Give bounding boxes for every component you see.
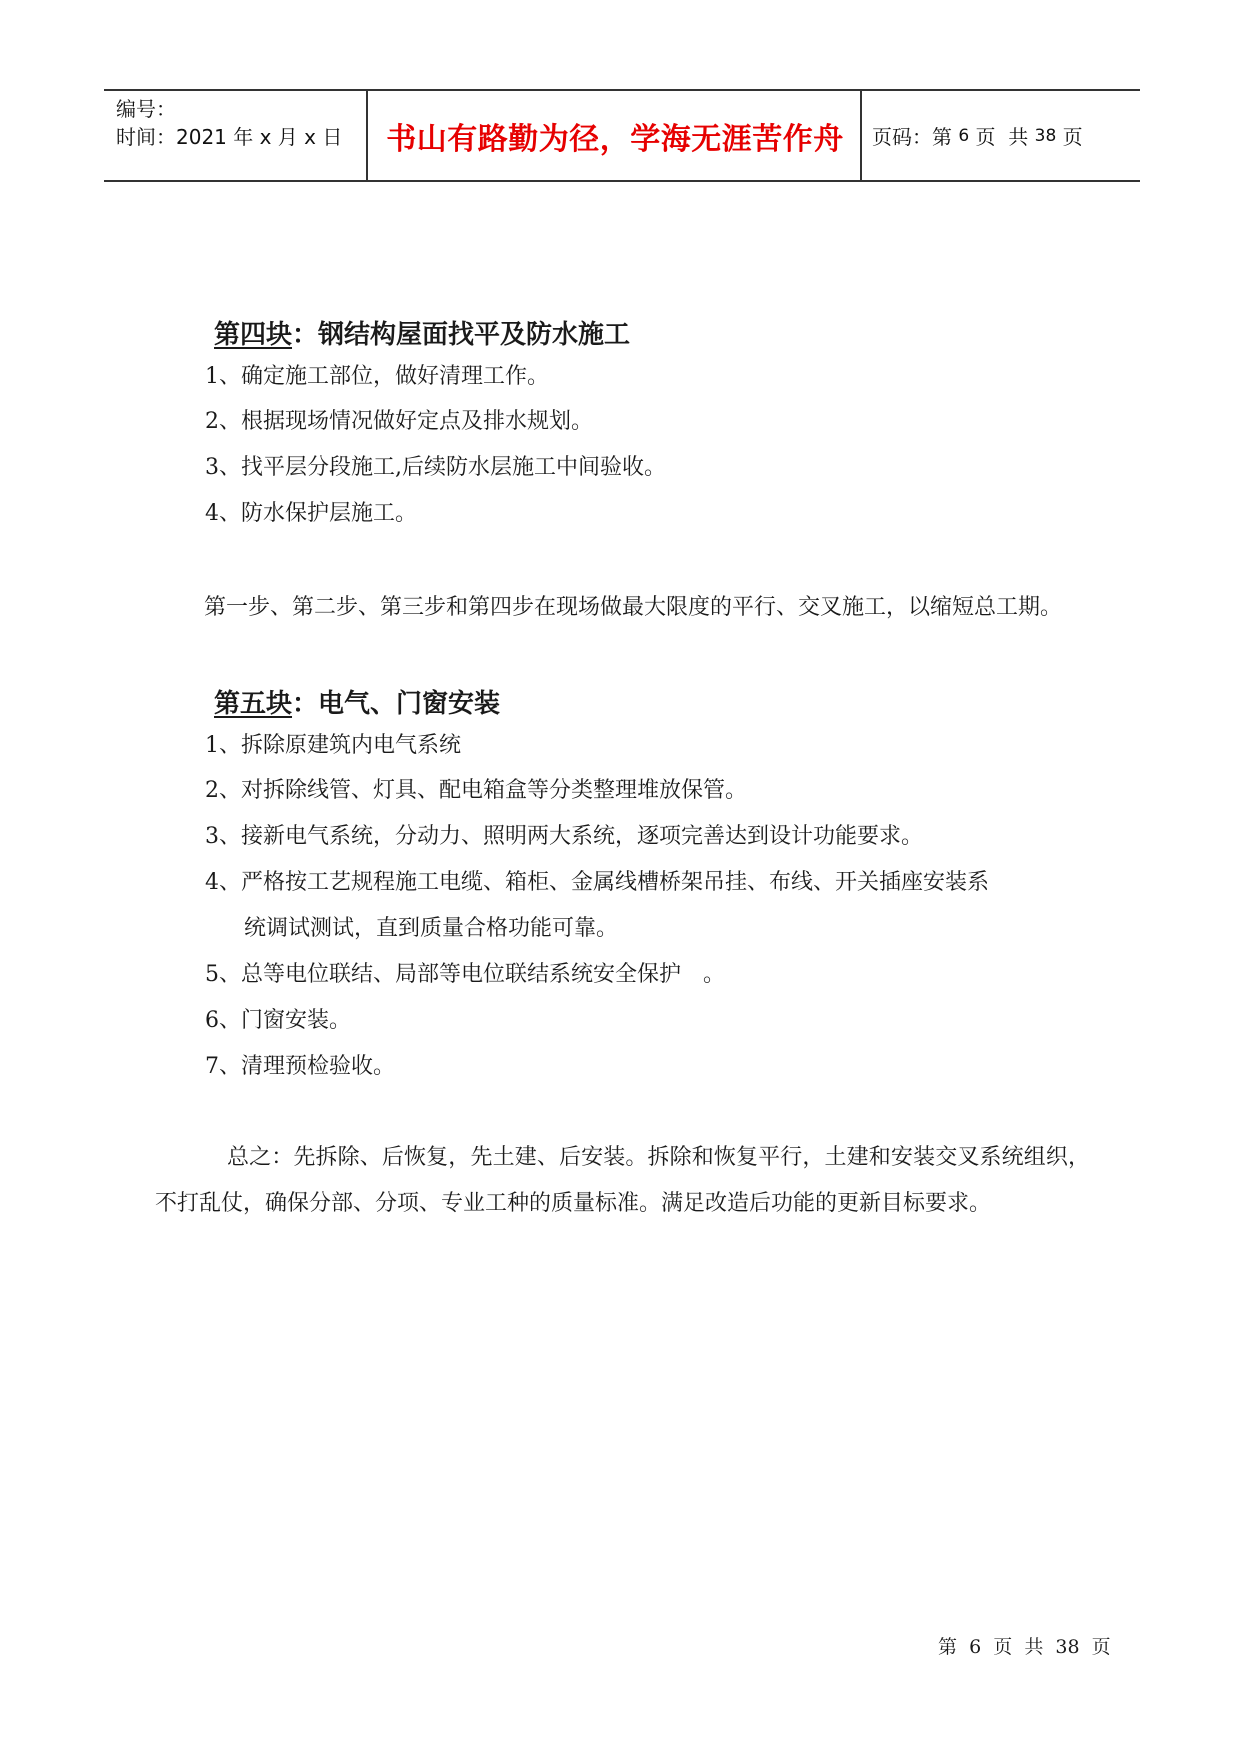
section4-item: 3、找平层分段施工,后续防水层施工中间验收。: [205, 455, 666, 480]
header-page-current: 6: [958, 125, 970, 146]
section5-item: 5、总等电位联结、局部等电位联结系统安全保护 。: [205, 962, 725, 987]
header-time-label: 时间：2021 年 x 月 x 日: [116, 125, 343, 149]
section4-title-underlined: 第四块: [214, 320, 293, 350]
section5-item: 2、对拆除线管、灯具、配电箱盒等分类整理堆放保管。: [205, 778, 747, 803]
section5-item: 7、清理预检验收。: [205, 1054, 395, 1079]
header-number-label: 编号：: [116, 97, 176, 121]
section4-item: 4、防水保护层施工。: [205, 501, 417, 526]
section4-item: 1、确定施工部位，做好清理工作。: [205, 364, 549, 389]
header-page-total: 38: [1034, 125, 1057, 146]
paragraph-summary: 总之：先拆除、后恢复，先土建、后安装。拆除和恢复平行，土建和安装交叉系统组织，不打乱仗，确保分部、分项、专业工种的质量标准。满足改造后功能的更新目标要求。: [155, 1145, 1090, 1216]
header-page-suffix: 页: [1056, 125, 1083, 149]
document-header: [104, 89, 1140, 182]
section5-item: 1、拆除原建筑内电气系统: [205, 733, 461, 758]
header-divider-right: [860, 91, 862, 180]
section4-item: 2、根据现场情况做好定点及排水规划。: [205, 409, 593, 434]
section5-item: 4、严格按工艺规程施工电缆、箱柜、金属线槽桥架吊挂、布线、开关插座安装系: [205, 870, 989, 895]
section5-title-rest: ：电气、门窗安装: [292, 689, 501, 719]
header-motto: 书山有路勤为径，学海无涯苦作舟: [386, 121, 844, 157]
header-page-indicator: [872, 91, 1083, 180]
header-meta: [116, 95, 342, 151]
section5-item-continuation: 统调试测试，直到质量合格功能可靠。: [244, 916, 619, 941]
header-divider-left: [366, 91, 368, 180]
paragraph-schedule: 第一步、第二步、第三步和第四步在现场做最大限度的平行、交叉施工，以缩短总工期。: [204, 595, 1063, 620]
header-page-prefix: 页码：第: [872, 125, 959, 149]
section5-title-underlined: 第五块: [214, 689, 293, 719]
section5-item: 3、接新电气系统，分动力、照明两大系统，逐项完善达到设计功能要求。: [205, 824, 923, 849]
section5-title: [214, 683, 500, 720]
header-page-mid: 页 共: [969, 125, 1035, 149]
footer-page-number: 第 6 页 共 38 页: [938, 1636, 1111, 1658]
section5-item: 6、门窗安装。: [205, 1008, 351, 1033]
section4-title: [214, 314, 630, 351]
section4-title-rest: ：钢结构屋面找平及防水施工: [292, 320, 631, 350]
